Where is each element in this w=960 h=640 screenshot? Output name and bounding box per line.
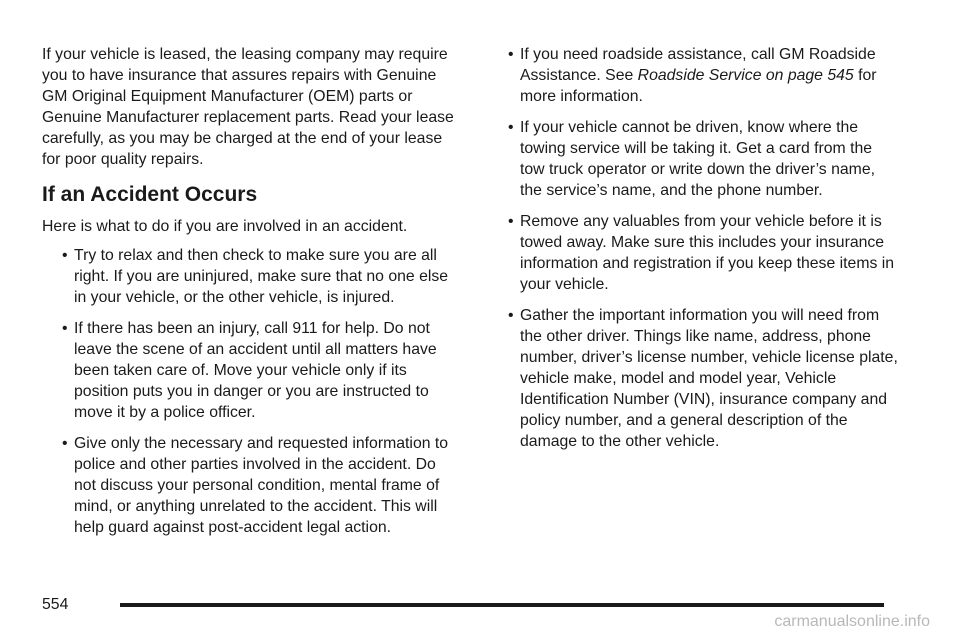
list-item-text: Try to relax and then check to make sure you are all right. If you are uninjured, make sure that no one else in your vehicle, or the other vehicle, is injured. [74,247,449,306]
bullet-icon: • [508,307,514,324]
watermark: carmanualsonline.info [774,613,930,630]
footer-rule [120,603,884,607]
list-item-text: If there has been an injury, call 911 for help. Do not leave the scene of an accident until all matters have been taken care of. Move your vehicle only if its position puts you in danger or you are instructed to move it by a police officer. [74,320,437,421]
cross-reference-link[interactable]: Roadside Service on page 545 [637,67,854,84]
list-item-text: If your vehicle cannot be driven, know where the towing service will be taking it. Get a card from the tow truck operator or write down the driver’s name, the service’s name, and the phone number. [520,119,875,199]
list-item-text: Give only the necessary and requested information to police and other parties involved in the accident. Do not discuss your personal condition, mental frame of mind, or anything unrelated to the accident. This will help guard against post-accident legal action. [74,435,449,536]
page-number: 554 [42,596,69,613]
bullet-icon: • [62,320,68,337]
bullet-icon: • [62,435,68,452]
list-item-text: Gather the important information you will need from the other driver. Things like name, address, phone number, driver’s license number, vehicle license plate, vehicle make, model and model year, Vehicle Identification Number (VIN), insurance company and policy number, and a general description of the damage to the other vehicle. [520,307,898,450]
bullet-icon: • [508,119,514,136]
section-heading: If an Accident Occurs [42,183,258,206]
list-item [488,211,898,295]
list-item [488,117,898,201]
lead-paragraph: Here is what to do if you are involved in an accident. [42,218,408,235]
bullet-icon: • [508,213,514,230]
list-item [42,433,458,538]
list-item-text: Remove any valuables from your vehicle before it is towed away. Make sure this includes your insurance information and registration if you keep these items in your vehicle. [520,213,895,293]
right-column [488,44,898,462]
left-column [42,44,458,548]
list-item [488,44,898,107]
list-item [42,245,458,308]
bullet-icon: • [508,46,514,63]
right-bullet-list [488,44,898,452]
list-item-text-end: for more information. [520,67,877,105]
list-item-text: If you need roadside assistance, call GM Roadside Assistance. See [520,46,876,84]
list-item [42,318,458,423]
list-item [488,305,898,452]
left-bullet-list [42,245,458,538]
bullet-icon: • [62,247,68,264]
intro-paragraph: If your vehicle is leased, the leasing company may require you to have insurance that assures repairs with Genuine GM Original Equipment Manufacturer (OEM) parts or Genuine Manufacturer replacement parts. Read your lease carefully, as you may be charged at the end of your lease for poor quality repairs. [42,46,454,168]
